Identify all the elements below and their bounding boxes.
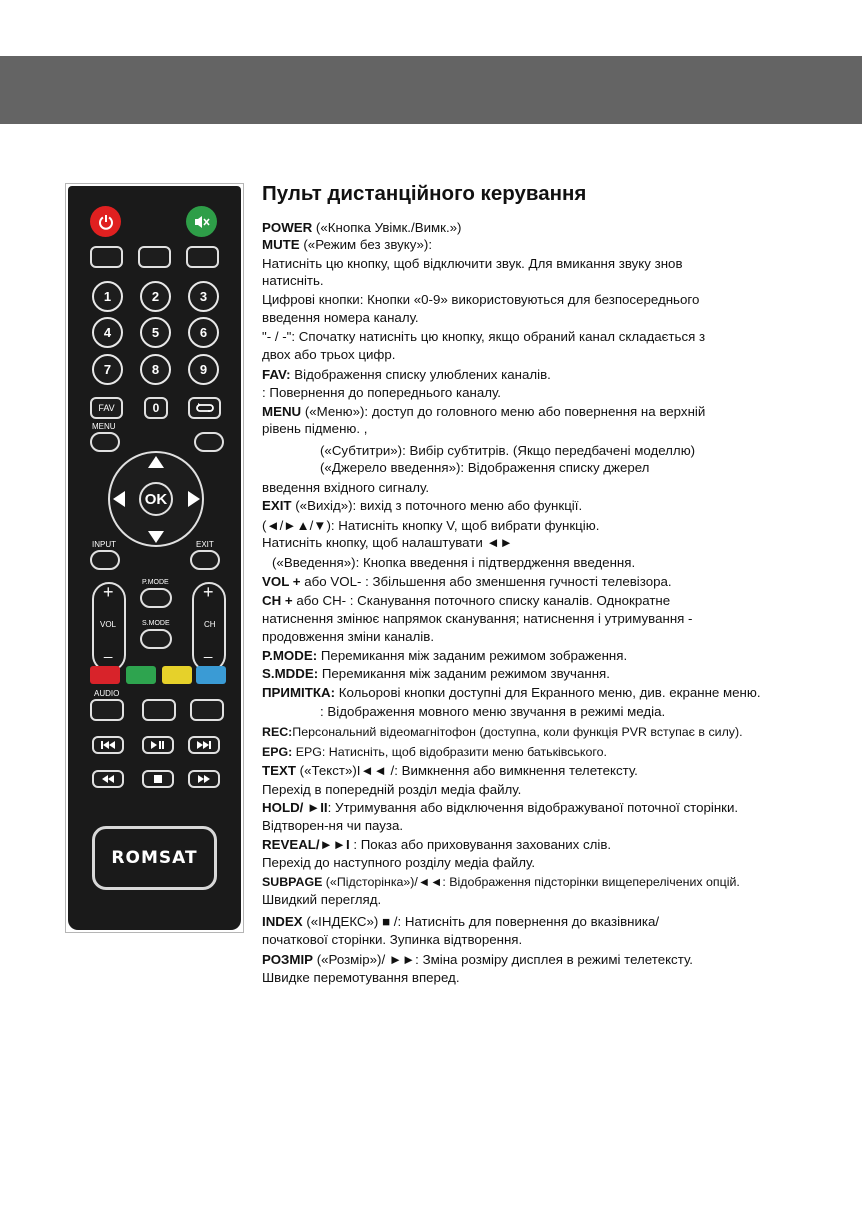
epg-key <box>142 699 176 721</box>
instruction-line <box>262 724 743 740</box>
instruction-text: (◄/►▲/▼): Натисніть кнопку V, щоб вибрати функцію. <box>262 518 600 533</box>
instruction-text: рівень підменю. , <box>262 421 368 436</box>
instruction-text: Перехід до наступного розділу медіа файлу. <box>262 855 536 870</box>
instruction-text: («Текст»)I◄◄ /: Вимкнення або вимкнення телетексту. <box>295 763 638 778</box>
instruction-line <box>262 892 381 908</box>
instruction-text: : Повернення до попереднього каналу. <box>262 385 501 400</box>
prev-key <box>92 736 124 754</box>
power-button-image <box>90 206 121 237</box>
instruction-text: Перемикання між заданим режимом звучання. <box>318 666 610 681</box>
instruction-line <box>262 666 610 682</box>
instruction-text: : Показ або приховування захованих слів. <box>349 837 612 852</box>
instruction-text: початкової сторінки. Зупинка відтворення. <box>262 932 523 947</box>
instruction-text: Натисніть цю кнопку, щоб відключити звук. Для вмикання звуку знов <box>262 256 683 271</box>
stop-icon <box>154 775 162 783</box>
instruction-keyword: ПРИМІТКА: <box>262 685 336 700</box>
instruction-line <box>262 292 699 308</box>
instruction-line <box>262 220 461 236</box>
digit-5-key: 5 <box>140 317 171 348</box>
rewind-icon <box>102 775 114 783</box>
instruction-text: або VOL- : Збільшення або зменшення гучності телевізора. <box>300 574 672 589</box>
instruction-keyword: SUBPAGE <box>262 875 323 889</box>
audio-label: AUDIO <box>94 689 120 698</box>
instruction-line <box>262 648 627 664</box>
remote-control-image <box>68 186 241 930</box>
text-key <box>190 699 224 721</box>
instruction-keyword: TEXT <box>262 763 296 778</box>
instruction-line <box>262 593 670 609</box>
instruction-line <box>320 704 665 720</box>
instruction-line <box>320 443 695 459</box>
instruction-line <box>262 744 607 760</box>
ch-minus-glyph: _ <box>204 642 213 659</box>
instruction-keyword: EPG: <box>262 745 293 759</box>
instruction-line <box>262 421 367 437</box>
audio-key <box>90 699 124 721</box>
instruction-keyword: HOLD/ ►II <box>262 800 328 815</box>
arrow-left-icon <box>113 491 125 507</box>
instruction-keyword: РОЗМІР <box>262 952 314 967</box>
rewind-key <box>92 770 124 788</box>
ch-plus-glyph: + <box>203 582 214 602</box>
instruction-line <box>262 310 419 326</box>
smode-label: S.MODE <box>142 620 170 627</box>
instruction-line <box>262 874 740 890</box>
blue-key <box>196 666 226 684</box>
arrow-up-icon <box>148 456 164 468</box>
top-key-3 <box>186 246 219 268</box>
instruction-line <box>262 952 693 968</box>
instruction-line <box>262 855 535 871</box>
instruction-line <box>262 782 521 798</box>
brand-logo: ROMSAT <box>92 826 217 890</box>
instruction-text: : Утримування або відключення відображуваної поточної сторінки. <box>327 800 739 815</box>
top-key-2 <box>138 246 171 268</box>
digit-1-key: 1 <box>92 281 123 312</box>
fastforward-key <box>188 770 220 788</box>
skip-forward-icon <box>197 741 211 749</box>
instruction-line <box>262 837 611 853</box>
instruction-text: («Джерело введення»): Відображення списку джерел <box>320 460 650 475</box>
menu-label: MENU <box>92 422 116 431</box>
instruction-line <box>262 611 692 627</box>
menu-key <box>90 432 120 452</box>
instruction-text: Швидкий перегляд. <box>262 892 382 907</box>
fast-forward-icon <box>198 775 210 783</box>
instruction-keyword: POWER <box>262 220 313 235</box>
mute-button-image <box>186 206 217 237</box>
instruction-line <box>272 555 635 571</box>
header-band <box>0 56 862 124</box>
instruction-line <box>262 970 460 986</box>
instruction-text: : Відображення мовного меню звучання в режимі медіа. <box>320 704 666 719</box>
instruction-text: Кольорові кнопки доступні для Екранного меню, див. екранне меню. <box>335 685 761 700</box>
instruction-text: EPG: Натисніть, щоб відобразити меню батьківського. <box>292 745 607 759</box>
instruction-text: («Вихід»): вихід з поточного меню або функції. <box>291 498 583 513</box>
instruction-line <box>262 629 434 645</box>
instruction-text: Перехід в попередній розділ медіа файлу. <box>262 782 522 797</box>
input-key <box>90 550 120 570</box>
power-icon <box>98 214 114 230</box>
instruction-line <box>262 237 432 253</box>
vol-label: VOL <box>100 620 117 629</box>
instruction-line <box>262 932 522 948</box>
instruction-line <box>320 460 649 476</box>
instruction-text: («Режим без звуку»): <box>299 237 433 252</box>
instruction-line <box>262 347 395 363</box>
instruction-text: Відображення списку улюблених каналів. <box>290 367 551 382</box>
instruction-keyword: FAV: <box>262 367 291 382</box>
instruction-text: "- / -": Спочатку натисніть цю кнопку, якщо обраний канал складається з <box>262 329 706 344</box>
instruction-line <box>262 367 551 383</box>
instruction-keyword: VOL + <box>262 574 301 589</box>
instruction-keyword: REC: <box>262 725 293 739</box>
recall-icon <box>196 402 214 414</box>
digit-2-key: 2 <box>140 281 171 312</box>
instruction-text: («ІНДЕКС») ■ /: Натисніть для повернення до вказівника/ <box>302 914 660 929</box>
instruction-text: Відтворен-ня чи пауза. <box>262 818 404 833</box>
instruction-line <box>262 480 429 496</box>
instruction-text: («Підсторінка»)/◄◄: Відображення підсторінки вищеперелічених опцій. <box>322 875 740 889</box>
instruction-keyword: EXIT <box>262 498 292 513</box>
instruction-text: введення вхідного сигналу. <box>262 480 430 495</box>
skip-back-icon <box>101 741 115 749</box>
playpause-key <box>142 736 174 754</box>
instruction-text: Цифрові кнопки: Кнопки «0-9» використовуються для безпосереднього <box>262 292 700 307</box>
instruction-text: («Розмір»)/ ►►: Зміна розміру дисплея в режимі телетексту. <box>313 952 693 967</box>
vol-minus-glyph: _ <box>104 642 113 659</box>
green-key <box>126 666 156 684</box>
arrow-down-icon <box>148 531 164 543</box>
instruction-text: («Кнопка Увімк./Вимк.») <box>312 220 462 235</box>
instruction-keyword: CH + <box>262 593 293 608</box>
exit-label: EXIT <box>196 540 214 549</box>
instruction-line <box>262 498 582 514</box>
exit-key <box>190 550 220 570</box>
smode-key <box>140 629 172 649</box>
instruction-keyword: REVEAL/►►I <box>262 837 350 852</box>
ch-label: CH <box>204 620 216 629</box>
instruction-text: Натисніть кнопку, щоб налаштувати ◄► <box>262 535 513 550</box>
red-key <box>90 666 120 684</box>
arrow-right-icon <box>188 491 200 507</box>
digit-4-key: 4 <box>92 317 123 348</box>
instruction-line <box>262 800 738 816</box>
instruction-text: («Субтитри»): Вибір субтитрів. (Якщо передбачені моделлю) <box>320 443 696 458</box>
instruction-keyword: MENU <box>262 404 302 419</box>
digit-9-key: 9 <box>188 354 219 385</box>
vol-plus-glyph: + <box>103 582 114 602</box>
instruction-line <box>262 256 683 272</box>
recall-key <box>188 397 221 419</box>
right-top-key <box>194 432 224 452</box>
instruction-text: Швидке перемотування вперед. <box>262 970 460 985</box>
fav-key: FAV <box>90 397 123 419</box>
ok-key: OK <box>139 482 173 516</box>
instruction-text: введення номера каналу. <box>262 310 419 325</box>
instruction-line <box>262 273 324 289</box>
instruction-text: продовження зміни каналів. <box>262 629 435 644</box>
instruction-keyword: INDEX <box>262 914 303 929</box>
digit-3-key: 3 <box>188 281 219 312</box>
instruction-line <box>262 329 705 345</box>
input-label: INPUT <box>92 540 116 549</box>
instruction-line <box>262 404 705 420</box>
instruction-keyword: P.MODE: <box>262 648 318 663</box>
instruction-text: двох або трьох цифр. <box>262 347 396 362</box>
stop-key <box>142 770 174 788</box>
instruction-keyword: S.MDDE: <box>262 666 319 681</box>
pmode-label: P.MODE <box>142 579 169 586</box>
instruction-line <box>262 535 513 551</box>
instruction-line <box>262 385 501 401</box>
instruction-keyword: MUTE <box>262 237 300 252</box>
instruction-line <box>262 763 638 779</box>
yellow-key <box>162 666 192 684</box>
instruction-line <box>262 574 672 590</box>
instruction-line <box>262 818 403 834</box>
instruction-text: («Введення»): Кнопка введення і підтвердження введення. <box>272 555 636 570</box>
instruction-line <box>262 518 599 534</box>
vol-rocker <box>92 582 126 672</box>
instruction-line <box>262 685 761 701</box>
zero-key: 0 <box>144 397 168 419</box>
play-pause-icon <box>151 741 165 749</box>
mute-icon <box>193 214 211 230</box>
instruction-text: Персональний відеомагнітофон (доступна, коли функція PVR вступає в силу). <box>292 725 743 739</box>
digit-6-key: 6 <box>188 317 219 348</box>
instruction-text: Перемикання між заданим режимом зображення. <box>317 648 628 663</box>
instruction-text: або CH- : Сканування поточного списку каналів. Однократне <box>292 593 671 608</box>
instruction-text: натисніть. <box>262 273 324 288</box>
digit-8-key: 8 <box>140 354 171 385</box>
digit-7-key: 7 <box>92 354 123 385</box>
next-key <box>188 736 220 754</box>
instruction-text: («Меню»): доступ до головного меню або повернення на верхній <box>301 404 706 419</box>
instruction-line <box>262 914 659 930</box>
instruction-text: натиснення змінює напрямок сканування; натиснення і утримування - <box>262 611 693 626</box>
page-title: Пульт дистанційного керування <box>262 182 587 205</box>
top-key-1 <box>90 246 123 268</box>
ch-rocker <box>192 582 226 672</box>
pmode-key <box>140 588 172 608</box>
